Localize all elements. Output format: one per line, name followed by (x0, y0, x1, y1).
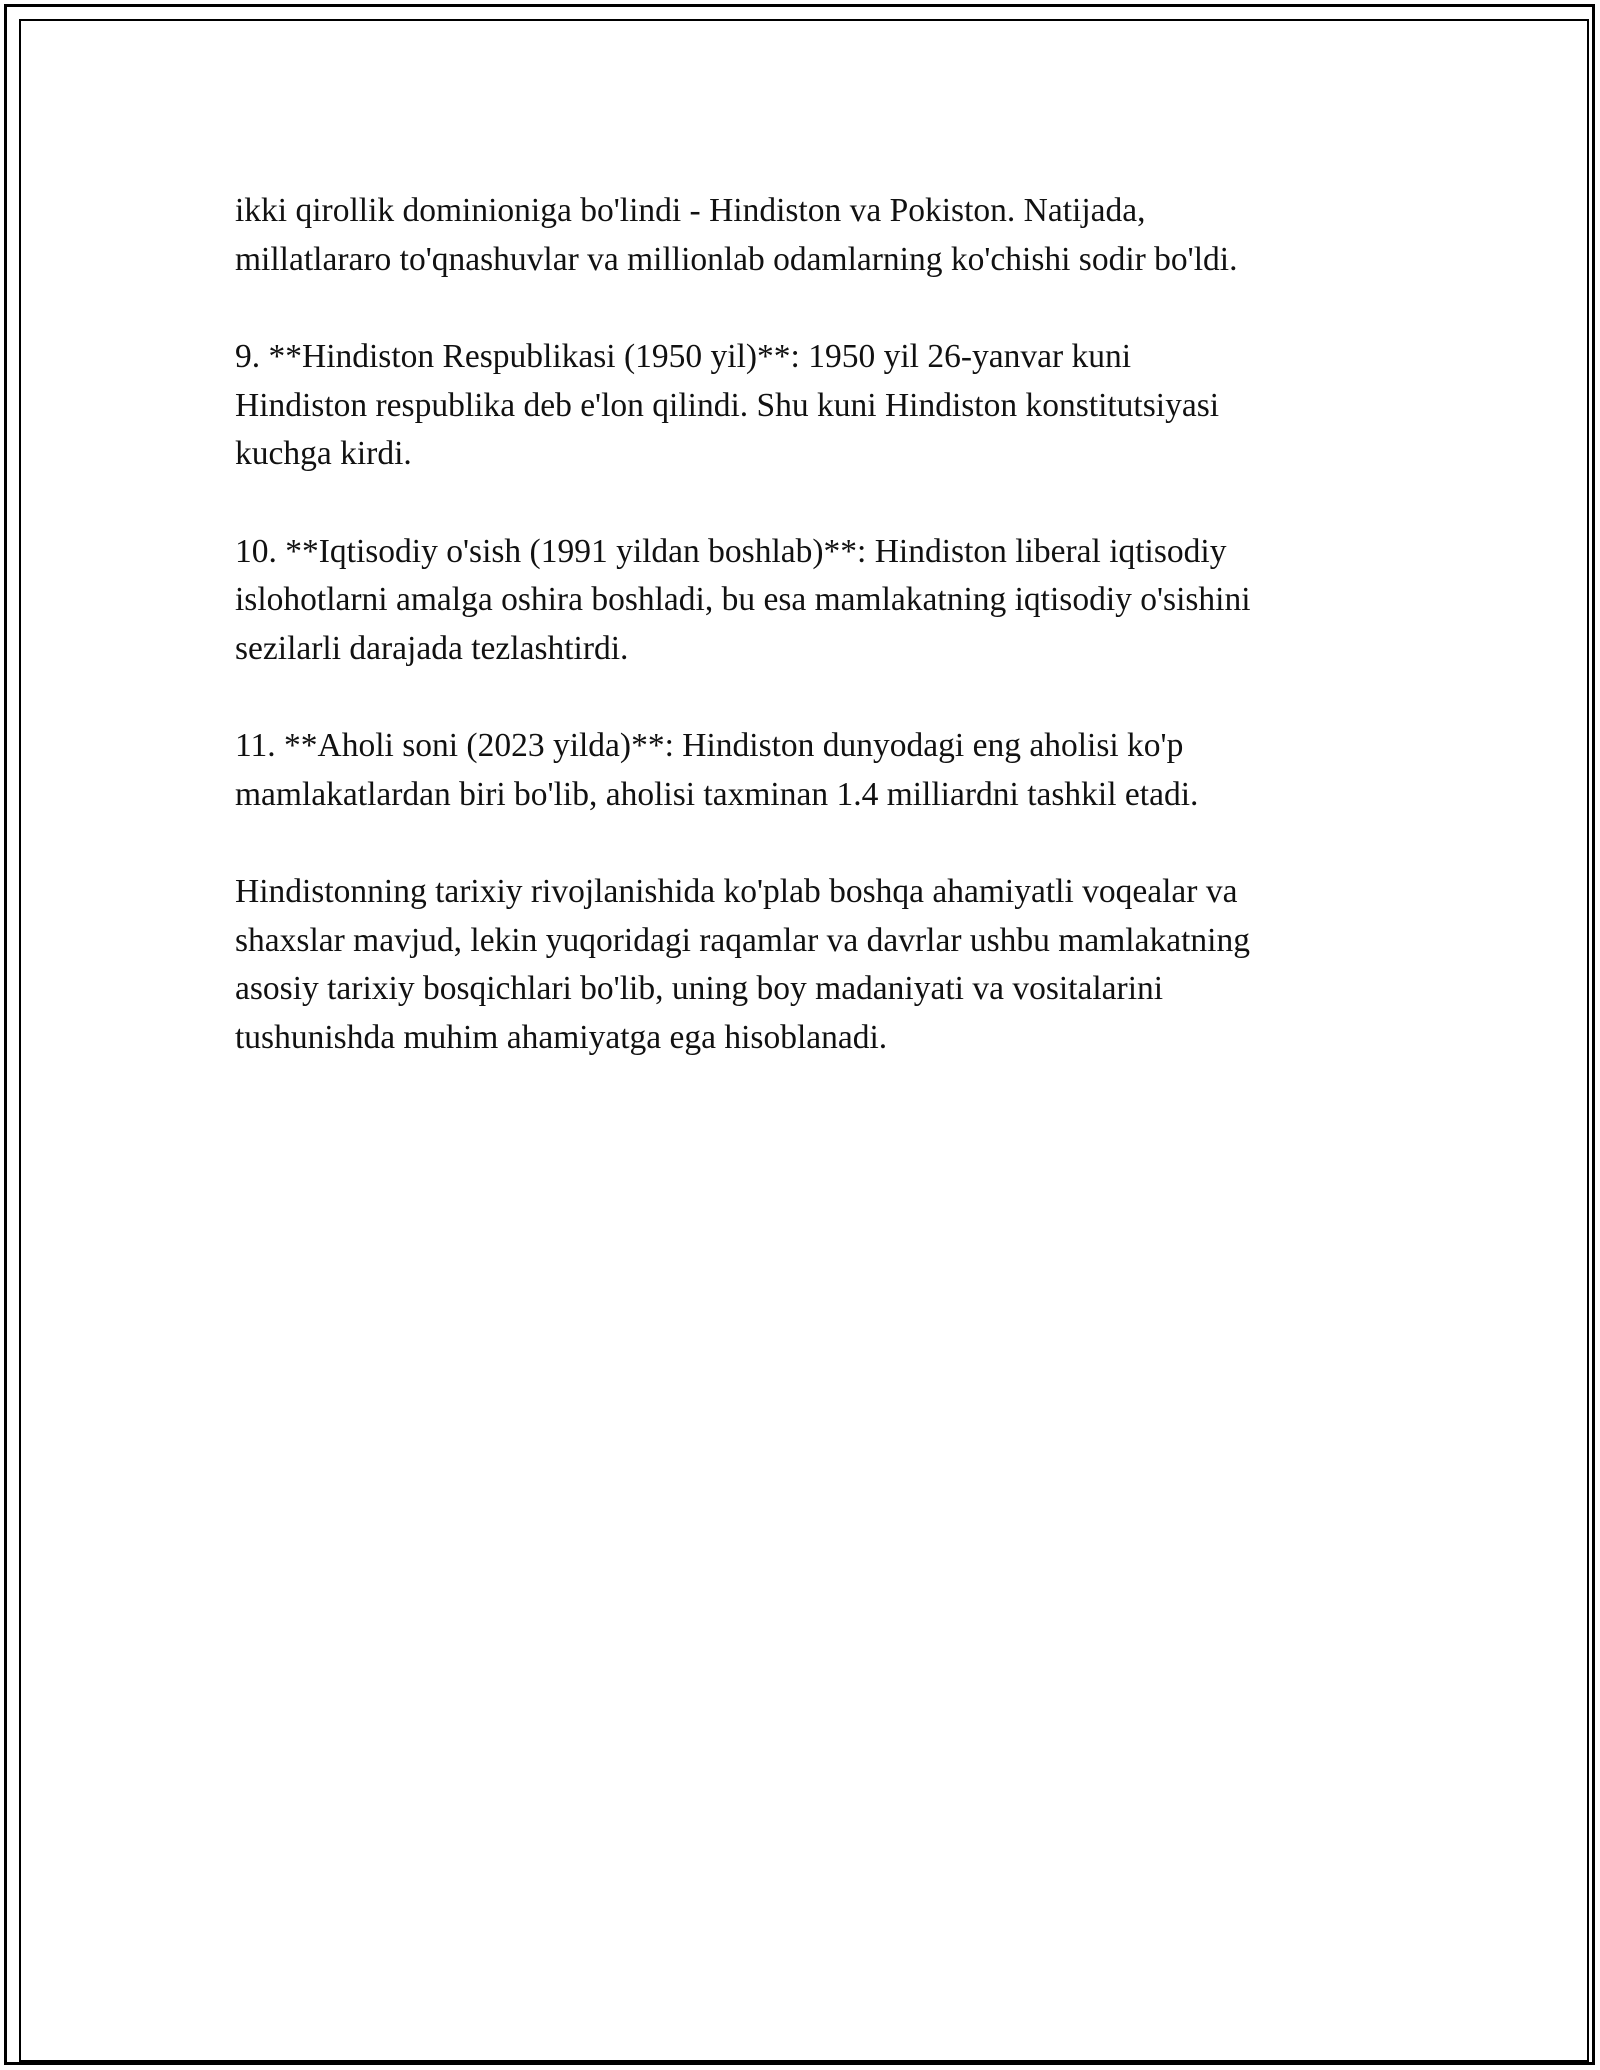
document-body (235, 187, 1415, 1111)
paragraph-conclusion: Hindistonning tarixiy rivojlanishida ko'plab boshqa ahamiyatli voqealar va shaxslar mavjud, lekin yuqoridagi raqamlar va davrlar ushbu mamlakatning asosiy tarixiy bosqichlari bo'lib, uning boy madaniyati va vositalarini tushunishda muhim ahamiyatga ega hisoblanadi. (235, 873, 1250, 1056)
paragraph-item-9-republic: 9. **Hindiston Respublikasi (1950 yil)**: 1950 yil 26-yanvar kuni Hindiston respublika deb e'lon qilindi. Shu kuni Hindiston konstitutsiyasi kuchga kirdi. (235, 338, 1220, 472)
paragraph-item-10-economic-growth: 10. **Iqtisodiy o'sish (1991 yildan boshlab)**: Hindiston liberal iqtisodiy islohotlarni amalga oshira boshladi, bu esa mamlakatning iqtisodiy o'sishini sezilarli darajada tezlashtirdi. (235, 532, 1251, 667)
paragraph-partition-continuation: ikki qirollik dominioniga bo'lindi - Hindiston va Pokiston. Natijada, millatlararo to'qnashuvlar va millionlab odamlarning ko'chishi sodir bo'ldi. (235, 192, 1238, 278)
paragraph-item-11-population: 11. **Aholi soni (2023 yilda)**: Hindiston dunyodagi eng aholisi ko'p mamlakatlardan biri bo'lib, aholisi taxminan 1.4 milliardni tashkil etadi. (235, 727, 1199, 813)
